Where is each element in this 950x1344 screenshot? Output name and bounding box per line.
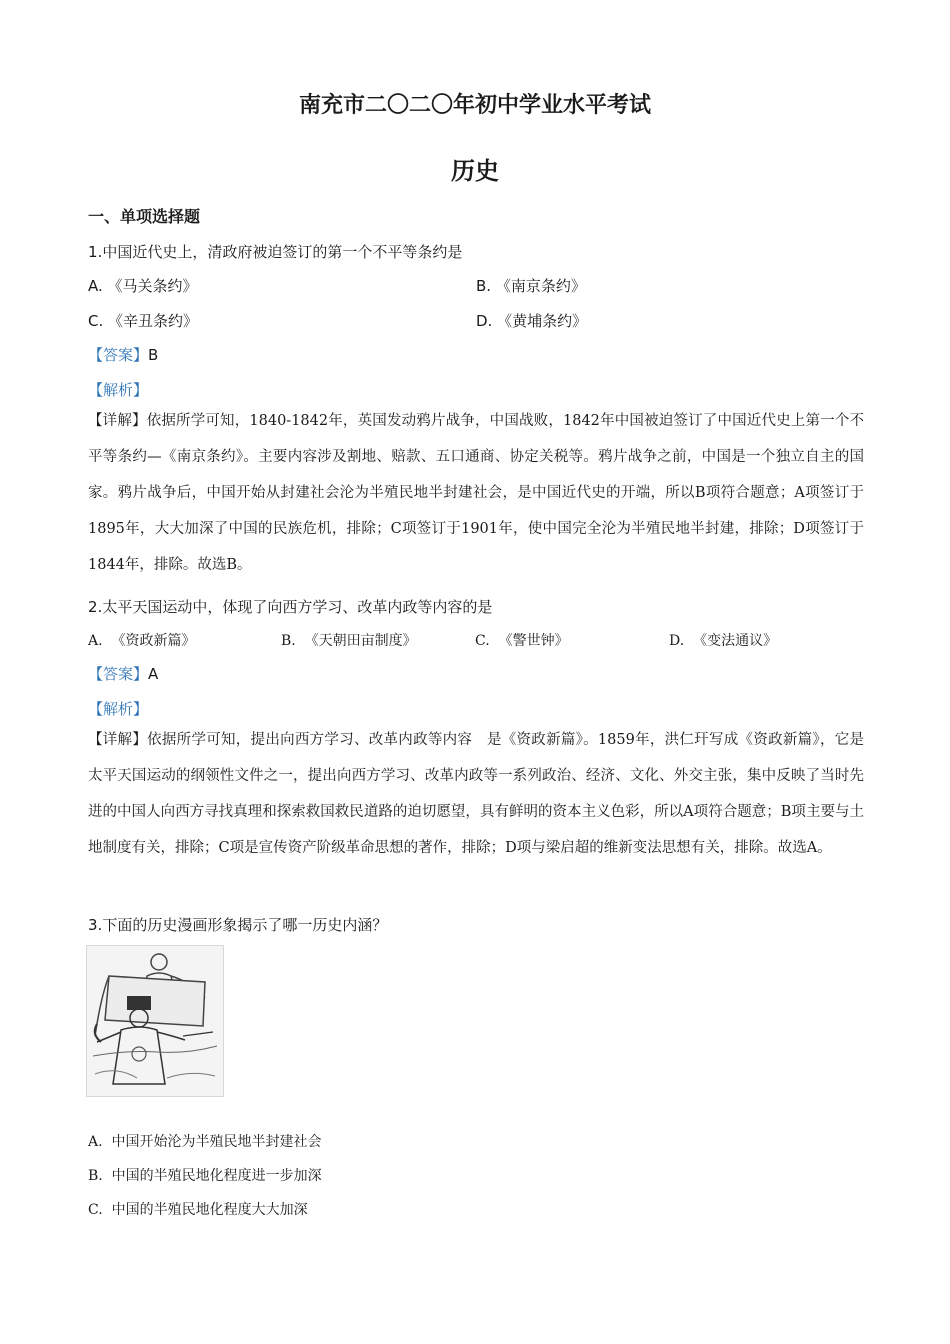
- question-1-option-b: B. 《南京条约》: [476, 277, 586, 295]
- question-2-option-a: A. 《资政新篇》: [88, 633, 196, 649]
- question-1-option-c: C. 《辛丑条约》: [88, 312, 199, 330]
- question-2-option-d: D. 《变法通议》: [669, 633, 778, 649]
- question-1-detail: 【详解】依据所学可知，1840-1842年，英国发动鸦片战争，中国战败，1842年中国被迫签订了中国近代史上第一个不平等条约—《南京条约》。主要内容涉及割地、赔款、五口通商、协定关税等。鸦片战争之前，中国是一个独立自主的国家。鸦片战争后，中国开始从封建社会沦为半殖民地半封建社会，是中国近代史的开端，所以B项符合题意；A项签订于1895年，大大加深了中国的民族危机，排除；C项签订于1901年，使中国完全沦为半殖民地半封建，排除；D项签订于1844年，排除。故选B。: [88, 413, 864, 573]
- question-1-option-a: A. 《马关条约》: [88, 277, 198, 295]
- question-3-option-c: C. 中国的半殖民地化程度大大加深: [88, 1202, 308, 1218]
- question-2-answer: 【答案】A: [88, 665, 159, 683]
- question-2-stem: 2.太平天国运动中，体现了向西方学习、改革内政等内容的是: [88, 598, 493, 616]
- question-3-option-a: A. 中国开始沦为半殖民地半封建社会: [88, 1134, 322, 1150]
- question-1-answer: 【答案】B: [88, 346, 159, 364]
- question-1-stem: 1.中国近代史上，清政府被迫签订的第一个不平等条约是: [88, 243, 463, 261]
- question-2-option-c: C. 《警世钟》: [475, 633, 569, 649]
- question-1-option-d: D. 《黄埔条约》: [476, 312, 588, 330]
- historical-cartoon-image: [86, 945, 224, 1097]
- question-2-option-b: B. 《天朝田亩制度》: [281, 633, 417, 649]
- section-heading: 一、单项选择题: [88, 207, 201, 226]
- question-3-option-b: B. 中国的半殖民地化程度进一步加深: [88, 1168, 322, 1184]
- subject-title: 历史: [451, 157, 499, 185]
- question-2-analysis-label: 【解析】: [88, 700, 149, 718]
- question-3-stem: 3.下面的历史漫画形象揭示了哪一历史内涵？: [88, 916, 388, 934]
- question-1-analysis-label: 【解析】: [88, 381, 149, 399]
- question-2-detail: 【详解】依据所学可知，提出向西方学习、改革内政等内容 是《资政新篇》。1859年，洪仁玕写成《资政新篇》，它是太平天国运动的纲领性文件之一，提出向西方学习、改革内政等一系列政治、经济、文化、外交主张，集中反映了当时先进的中国人向西方寻找真理和探索救国救民道路的迫切愿望，具有鲜明的资本主义色彩，所以A项符合题意；B项主要与土地制度有关，排除；C项是宣传资产阶级革命思想的著作，排除；D项与梁启超的维新变法思想有关，排除。故选A。: [88, 732, 864, 856]
- exam-title: 南充市二〇二〇年初中学业水平考试: [298, 93, 651, 118]
